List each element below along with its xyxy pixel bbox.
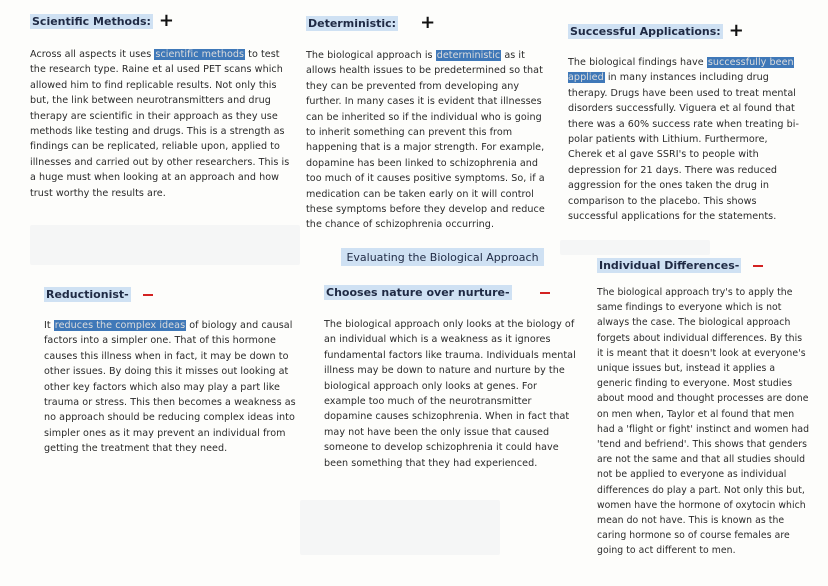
heading-text: Individual Differences-	[599, 259, 740, 272]
text-pre: Across all aspects it uses	[30, 49, 155, 60]
text-pre: The biological approach is	[306, 50, 436, 61]
plus-icon: +	[728, 20, 744, 41]
heading-text: Reductionist-	[46, 288, 129, 301]
heading-text: Scientific Methods:	[32, 14, 151, 28]
minus-icon	[143, 294, 153, 296]
text-post: of biology and causal factors into a simpler one. That of this hormone causes this illness when in fact, it may be down to other issues. By doing this it misses out looking at other key factors which also may play a part like trauma or stress. This then becomes a weakness as no approach should be reducing complex ideas into simpler ones as it may prevent an individual from getting the treatment that they need.	[44, 320, 296, 455]
paragraph-deterministic	[306, 48, 552, 233]
minus-icon	[753, 265, 763, 267]
heading-nature-over-nurture	[324, 285, 578, 300]
paragraph-individual-differences	[597, 285, 811, 559]
heading-text: Deterministic:	[308, 16, 397, 30]
plus-icon: +	[158, 10, 175, 31]
show-through-1	[30, 225, 300, 265]
paragraph-scientific-methods	[30, 47, 292, 201]
heading-text: Chooses nature over nurture-	[326, 286, 510, 299]
text-post: as it allows health issues to be predetermined so that they can be prevented from developing any further. In many cases it is evident that illnesses can be inherited so if the individual who is going to inherit something can prevent this from happening that is a major strength. For example, dopamine has been linked to schizophrenia and too much of it causes positive symptoms. So, if a medication can be taken early on it will control these symptoms before they develop and reduce the chance of schizophrenia occurring.	[306, 50, 545, 231]
page-title: Evaluating the Biological Approach	[341, 248, 544, 266]
heading-individual-differences	[597, 258, 811, 273]
heading-reductionist	[44, 287, 300, 302]
minus-icon	[540, 292, 550, 294]
plus-icon: +	[420, 12, 436, 33]
highlighted-term: reduces the complex ideas	[54, 320, 186, 331]
text-pre: It	[44, 320, 54, 331]
highlighted-term: deterministic	[436, 50, 501, 61]
heading-scientific-methods	[30, 12, 292, 30]
heading-successful-applications	[568, 22, 802, 40]
section-deterministic	[306, 14, 552, 233]
section-scientific-methods	[30, 12, 292, 201]
paragraph-successful-applications	[568, 55, 802, 224]
text-pre: The biological findings have	[568, 57, 707, 68]
heading-text: Successful Applications:	[570, 24, 721, 38]
show-through-3	[560, 240, 710, 255]
text-post: in many instances including drug therapy. Drugs have been used to treat mental disorders successfully. Viguera et al found that there was a 60% success rate when treating bi-polar patients with Lithium. Furthermore, Cherek et al gave SSRI's to people with depression for 21 days. There was reduced aggression for the ones taken the drug in comparison to the placebo. This shows successful applications for the statements.	[568, 72, 800, 223]
section-nature-over-nurture	[324, 285, 578, 471]
show-through-2	[300, 500, 500, 555]
highlighted-term: scientific methods	[155, 49, 245, 60]
section-reductionist	[44, 287, 300, 457]
section-successful-applications	[568, 22, 802, 224]
section-individual-differences	[597, 258, 811, 559]
text: The biological approach try's to apply the same findings to everyone which is not always the case. The biological approach forgets about individual differences. By this it is meant that it doesn't look at everyone's unique issues but, instead it applies a generic finding to everyone. Most studies about mood and thought processes are done on men when, Taylor et al found that men had a 'flight or fight' instinct and women had 'tend and befriend'. This shows that genders are not the same and that all studies should not be applied to everyone as individual differences do play a part. Not only this but, women have the hormone of oxytocin which mean do not have. This is known as the caring hormone so of course females are going to act different to men.	[597, 287, 810, 557]
paragraph-nature-over-nurture	[324, 317, 578, 471]
paragraph-reductionist	[44, 318, 300, 457]
text: The biological approach only looks at the biology of an individual which is a weakness as it ignores fundamental factors like trauma. Individuals mental illness may be down to nature and nurture by the biological approach only looks at genes. For example too much of the neurotransmitter dopamine causes schizophrenia. When in fact that may not have been the only issue that caused someone to develop schizophrenia it could have been something that they had experienced.	[324, 319, 576, 469]
text-post: to test the research type. Raine et al used PET scans which allowed him to find replicable results. Not only this but, the link between neurotransmitters and drug therapy are scientific in their approach as they use methods like testing and drugs. This is a strength as findings can be replicated, reliable upon, applied to illnesses and carried out by other researchers. This is a huge must when looking at an approach and how trust worthy the results are.	[30, 49, 290, 199]
highlighted-term: successfully been applied	[568, 57, 794, 84]
heading-deterministic	[306, 14, 552, 32]
